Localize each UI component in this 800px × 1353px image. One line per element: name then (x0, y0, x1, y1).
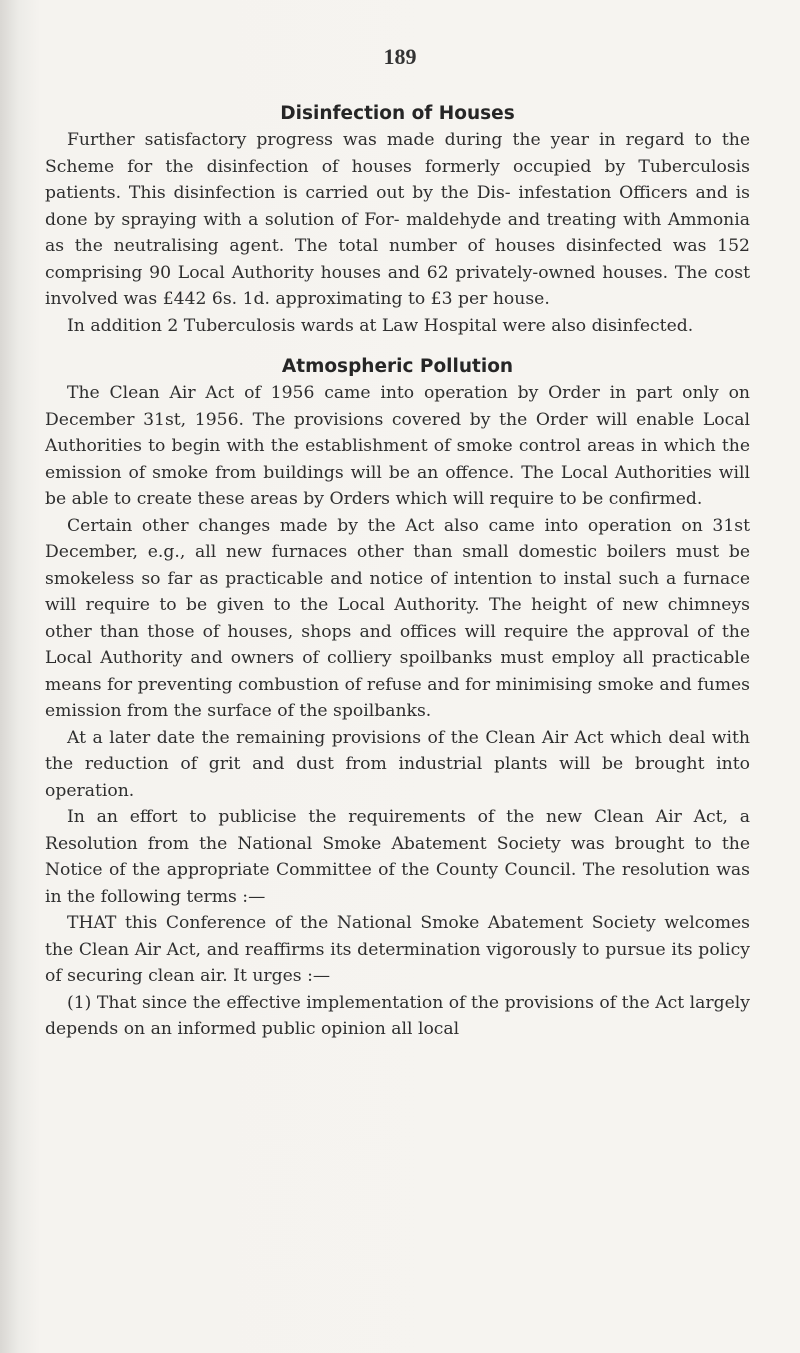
section-heading-atmospheric-pollution: Atmospheric Pollution (281, 356, 514, 377)
page-number: 189 (383, 44, 417, 69)
paragraph: In addition 2 Tuberculosis wards at Law Hospital were also disinfected. (67, 315, 694, 336)
resolution-list-item (45, 990, 750, 1043)
section-heading-disinfection: Disinfection of Houses (280, 103, 515, 124)
list-item-number: (1) (67, 992, 92, 1013)
paragraph: Further satisfactory progress was made during the year in regard to the Scheme for the disinfection of houses formerly occupied by Tuberculosis patients. This disinfection is carried out by the Dis- infestation Officers and is done by spraying with a solution of For- maldehyde and treating with Ammonia as the neutralising agent. The total number of houses disinfected was 152 comprising 90 Local Authority houses and 62 privately-owned houses. The cost involved was £442 6s. 1d. approximating to £3 per house. (45, 130, 750, 309)
list-item-text: That since the effective implementation of the provisions of the Act largely depends on an informed public opinion all local (45, 992, 751, 1039)
paragraph: In an effort to publicise the requirements of the new Clean Air Act, a Resolution from the National Smoke Abatement Society was brought to the Notice of the appropriate Committee of the County Council. The resolution was in the following terms :— (45, 807, 750, 907)
paragraph: At a later date the remaining provisions of the Clean Air Act which deal with the reduction of grit and dust from industrial plants will be brought into operation. (45, 727, 750, 801)
resolution-paragraph: THAT this Conference of the National Smoke Abatement Society welcomes the Clean Air Act, and reaffirms its determination vigorously to pursue its policy of securing clean air. It urges :— (45, 913, 750, 986)
paragraph: Certain other changes made by the Act also came into operation on 31st December, e.g., all new furnaces other than small domestic boilers must be smokeless so far as practicable and notice of intention to instal such a furnace will require to be given to the Local Authority. The height of new chimneys other than those of houses, shops and offices will require the approval of the Local Authority and owners of colliery spoilbanks must employ all practicable means for preventing combustion of refuse and for minimising smoke and fumes emission from the surface of the spoilbanks. (45, 515, 750, 721)
paragraph: The Clean Air Act of 1956 came into operation by Order in part only on December 31st, 1956. The provisions covered by the Order will enable Local Authorities to begin with the establishment of smoke control areas in which the emission of smoke from buildings will be an offence. The Local Authorities will be able to create these areas by Orders which will require to be confirmed. (45, 383, 750, 509)
page-content (45, 100, 750, 1043)
